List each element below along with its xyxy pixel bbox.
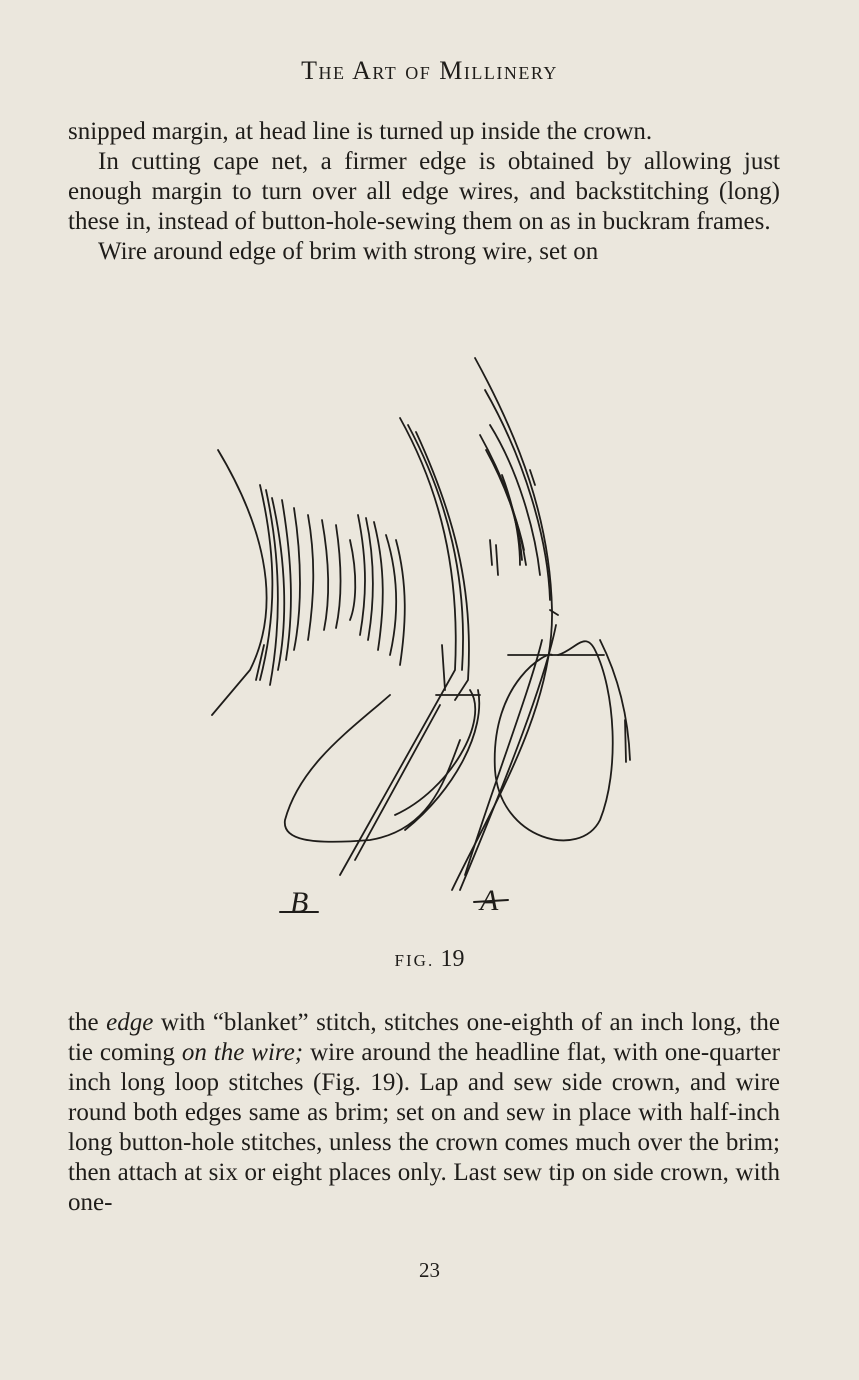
text-run: wire around the headline flat, with one-quarter inch long loop stitches (Fig. 19). Lap and sew side crown, and wire round both edges same as brim; set on and sew in place with half-inch long button-hole stitches, unless the crown comes much over the brim; then attach at six or eight places only. Last sew tip on side crown, with one-: [68, 1039, 780, 1216]
svg-text:A: A: [480, 884, 499, 917]
bottom-text-block: [68, 1008, 780, 1218]
page-number: 23: [419, 1258, 440, 1282]
paragraph-continuation: snipped margin, at head line is turned up inside the crown.: [68, 118, 653, 145]
figure-caption: [0, 946, 859, 973]
paragraph-blanket-stitch: [68, 1008, 780, 1218]
paragraph-wire-around: Wire around edge of brim with strong wire, set on: [98, 238, 599, 265]
italic-run-edge: edge: [106, 1009, 154, 1036]
italic-run-on-the-wire: on the wire;: [181, 1039, 304, 1066]
left-brim-curve: [212, 450, 405, 715]
text-run: the: [68, 1009, 107, 1036]
paragraph-cape-net: In cutting cape net, a firmer edge is obtained by allowing just enough margin to turn over all edge wires, and backstitching (long) these in, instead of button-hole-sewing them on as in buckram frames.: [68, 148, 780, 235]
svg-text:B: B: [290, 886, 309, 919]
running-head: The Art of Millinery: [301, 56, 558, 85]
figure-label-a: [474, 884, 508, 917]
text-run: with “blanket” stitch, stitches one-eighth of an inch long, the tie coming: [68, 1009, 780, 1066]
brim-b-outline: [285, 418, 480, 875]
top-text-block: [68, 117, 780, 267]
figure-caption-number: 19: [440, 946, 465, 972]
figure-19-illustration: [190, 350, 660, 930]
figure-label-b: [280, 886, 318, 919]
brim-a-outline: [452, 358, 630, 890]
figure-caption-prefix: FIG.: [394, 951, 435, 970]
